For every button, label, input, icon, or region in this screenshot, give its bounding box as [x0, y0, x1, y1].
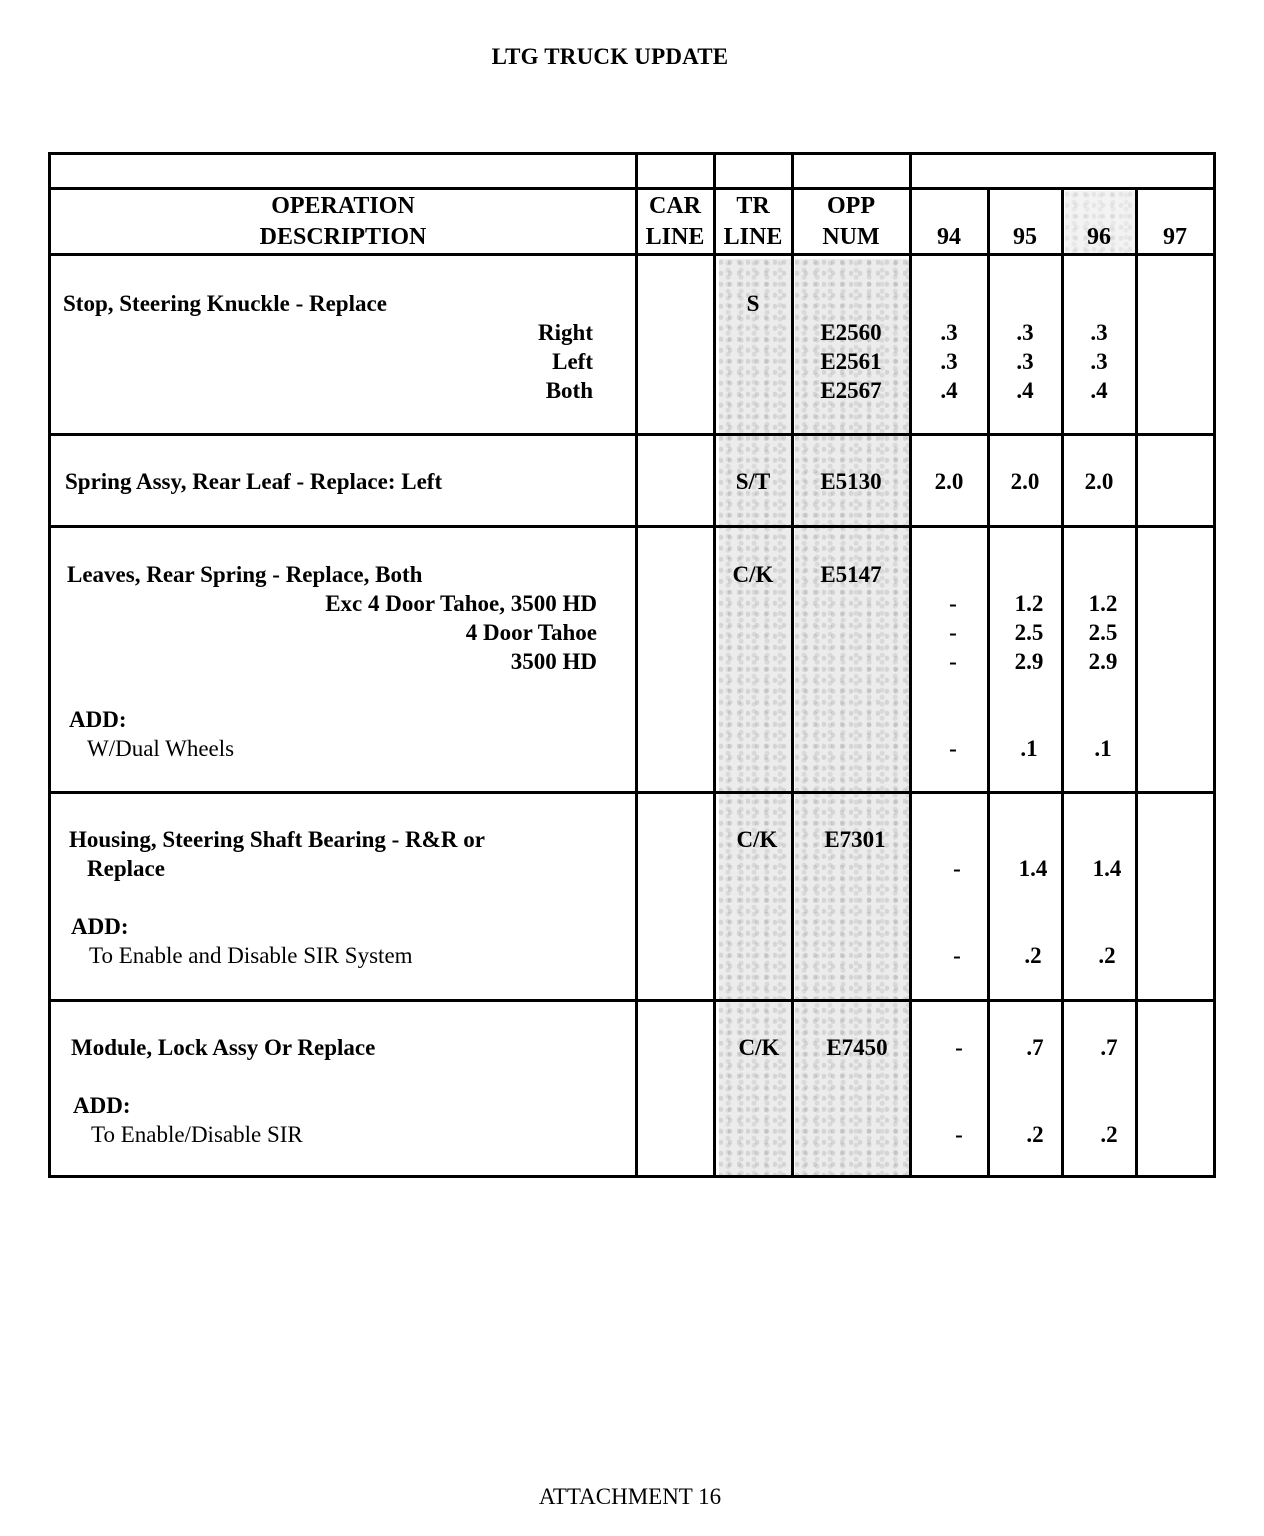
row3-add-96: .1 [1094, 736, 1112, 761]
row-divider-3 [51, 791, 1213, 794]
row4-add-label: ADD: [71, 914, 129, 939]
row3-sub3-label: 3500 HD [510, 649, 597, 674]
header-top-divider [51, 187, 1213, 190]
row1-tr: S [746, 291, 760, 316]
row3-add-label: ADD: [69, 707, 127, 732]
header-year-97: 97 [1163, 224, 1187, 250]
header-car-line2: LINE [645, 224, 705, 250]
row1-sub2-95: .3 [1016, 349, 1034, 374]
row2-95: 2.0 [1010, 469, 1040, 494]
header-operation [51, 191, 635, 253]
header-operation-line2: DESCRIPTION [259, 224, 427, 250]
row3-opp: E5147 [820, 562, 882, 587]
row4-add-text: To Enable and Disable SIR System [89, 943, 413, 968]
row4-opp: E7301 [824, 827, 886, 852]
row1-sub3-94: .4 [940, 378, 958, 403]
row4-title-line2: Replace [87, 856, 165, 881]
header-car-line1: CAR [649, 193, 701, 219]
row3-sub1-95: 1.2 [1014, 591, 1044, 616]
header-tr-line2: LINE [723, 224, 783, 250]
col-divider-opp [791, 155, 794, 1175]
row3-sub2-label: 4 Door Tahoe [465, 620, 597, 645]
row3-sub1-96: 1.2 [1088, 591, 1118, 616]
row3-sub1-label: Exc 4 Door Tahoe, 3500 HD [325, 591, 597, 616]
header-tr-line1: TR [736, 193, 770, 219]
row1-sub3-label: Both [545, 378, 593, 403]
row1-title: Stop, Steering Knuckle - Replace [63, 291, 387, 316]
row5-add-96: .2 [1100, 1122, 1118, 1147]
attachment-footer: ATTACHMENT 16 [538, 1484, 722, 1509]
row5-96: .7 [1100, 1035, 1118, 1060]
row1-sub1-95: .3 [1016, 320, 1034, 345]
header-car-line [637, 191, 713, 253]
row4-tr: C/K [736, 827, 778, 852]
row5-opp: E7450 [826, 1035, 888, 1060]
row3-add-text: W/Dual Wheels [87, 736, 235, 761]
row3-sub2-95: 2.5 [1014, 620, 1044, 645]
header-operation-line1: OPERATION [271, 193, 415, 219]
row2-tr: S/T [735, 469, 771, 494]
row5-add-95: .2 [1026, 1122, 1044, 1147]
row4-add-94: - [953, 943, 961, 968]
row1-sub1-opp: E2560 [820, 320, 882, 345]
row4-95: 1.4 [1018, 856, 1048, 881]
col-divider-97 [1135, 188, 1138, 1175]
row-divider-2 [51, 525, 1213, 528]
row3-sub2-94: - [949, 620, 957, 645]
row2-title: Spring Assy, Rear Leaf - Replace: Left [65, 469, 443, 494]
labor-time-table [48, 152, 1216, 1178]
row3-add-95: .1 [1020, 736, 1038, 761]
header-opp-num [793, 191, 909, 253]
header-tr-line [715, 191, 791, 253]
row4-title: Housing, Steering Shaft Bearing - R&R or [69, 827, 485, 852]
row1-sub3-95: .4 [1016, 378, 1034, 403]
row2-opp: E5130 [820, 469, 882, 494]
row3-sub1-94: - [949, 591, 957, 616]
row5-95: .7 [1026, 1035, 1044, 1060]
row-divider-1 [51, 433, 1213, 436]
header-year-95: 95 [1013, 224, 1037, 250]
row3-sub3-95: 2.9 [1014, 649, 1044, 674]
row5-add-text: To Enable/Disable SIR [91, 1122, 303, 1147]
row5-tr: C/K [738, 1035, 780, 1060]
row4-96: 1.4 [1092, 856, 1122, 881]
row5-add-94: - [955, 1122, 963, 1147]
row1-sub2-94: .3 [940, 349, 958, 374]
row3-add-94: - [949, 736, 957, 761]
row1-sub1-label: Right [538, 320, 593, 345]
row2-94: 2.0 [934, 469, 964, 494]
row1-sub3-96: .4 [1090, 378, 1108, 403]
row4-add-96: .2 [1098, 943, 1116, 968]
row3-sub3-96: 2.9 [1088, 649, 1118, 674]
row1-sub2-opp: E2561 [820, 349, 882, 374]
row3-sub2-96: 2.5 [1088, 620, 1118, 645]
row1-sub1-96: .3 [1090, 320, 1108, 345]
row3-tr: C/K [732, 562, 774, 587]
row4-add-95: .2 [1024, 943, 1042, 968]
col-divider-car [635, 155, 638, 1175]
row3-sub3-94: - [949, 649, 957, 674]
row1-sub2-96: .3 [1090, 349, 1108, 374]
row1-sub1-94: .3 [940, 320, 958, 345]
row1-sub3-opp: E2567 [820, 378, 882, 403]
row1-sub2-label: Left [552, 349, 593, 374]
row5-94: - [955, 1035, 963, 1060]
col-divider-94 [909, 155, 912, 1175]
row5-add-label: ADD: [73, 1093, 131, 1118]
header-opp-line2: NUM [822, 224, 880, 250]
row4-94: - [953, 856, 961, 881]
header-year-96: 96 [1087, 224, 1111, 250]
page-title: LTG TRUCK UPDATE [491, 44, 729, 69]
header-bottom-divider [51, 253, 1213, 256]
row3-title: Leaves, Rear Spring - Replace, Both [67, 562, 423, 587]
row2-96: 2.0 [1084, 469, 1114, 494]
header-year-94: 94 [937, 224, 961, 250]
header-opp-line1: OPP [827, 193, 875, 219]
row5-title: Module, Lock Assy Or Replace [71, 1035, 376, 1060]
row-divider-4 [51, 999, 1213, 1002]
